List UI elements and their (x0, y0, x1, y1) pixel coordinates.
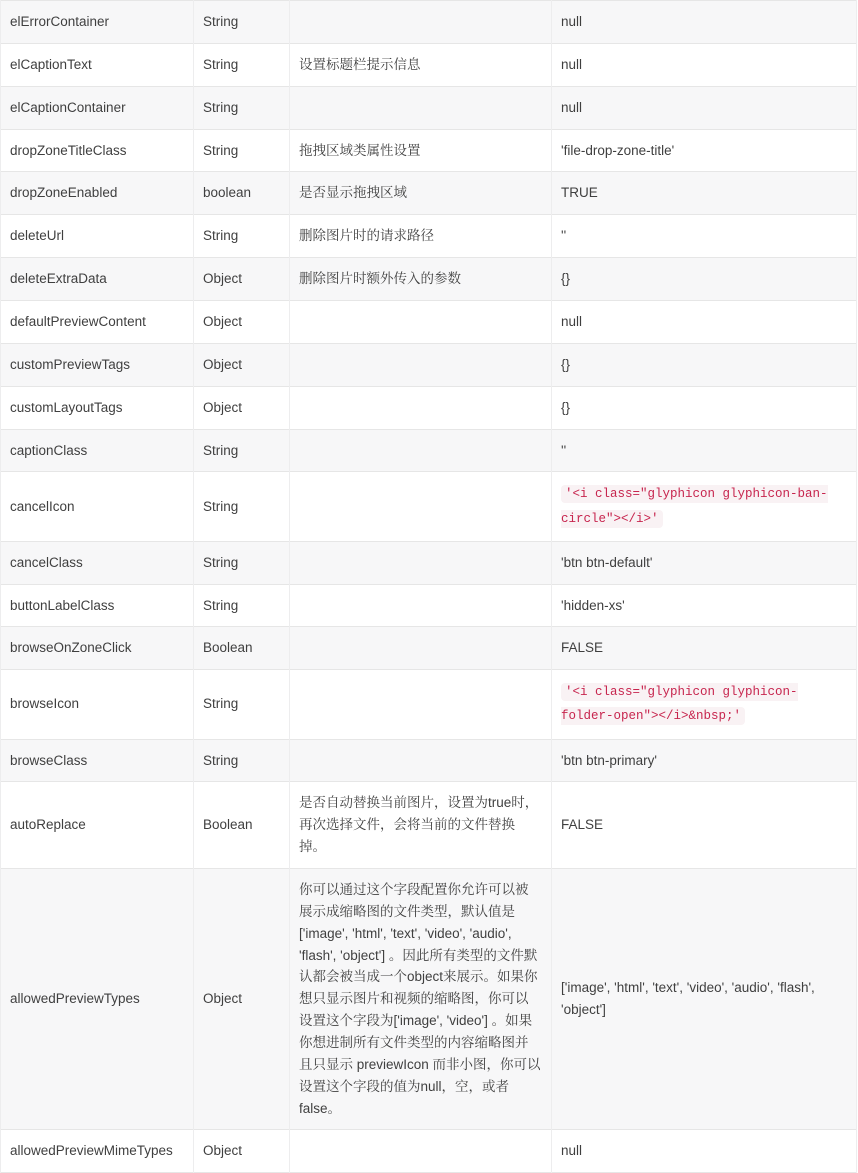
option-name-cell: customPreviewTags (1, 343, 194, 386)
option-value-cell: {} (552, 258, 857, 301)
table-row (1, 627, 857, 670)
option-description-cell (290, 258, 552, 301)
option-type-cell: Object (194, 1130, 290, 1173)
option-description-cell (290, 343, 552, 386)
option-description-text: 设置标题栏提示信息 (299, 56, 421, 72)
table-row (1, 1130, 857, 1173)
option-description-cell (290, 541, 552, 584)
option-type-cell: Boolean (194, 782, 290, 869)
table-row (1, 129, 857, 172)
option-type-cell: boolean (194, 172, 290, 215)
option-type-cell: String (194, 670, 290, 739)
option-value-cell: {} (552, 343, 857, 386)
table-row (1, 782, 857, 869)
option-value-cell: null (552, 43, 857, 86)
option-name-cell: deleteUrl (1, 215, 194, 258)
option-description-text: 是否自动替换当前图片，设置为true时，再次选择文件，会将当前的文件替换掉。 (299, 795, 539, 855)
option-name-cell: allowedPreviewTypes (1, 868, 194, 1129)
table-row (1, 541, 857, 584)
option-description-cell (290, 215, 552, 258)
option-value-cell: FALSE (552, 782, 857, 869)
option-description-cell (290, 1, 552, 44)
option-name-cell: dropZoneTitleClass (1, 129, 194, 172)
option-type-cell: String (194, 43, 290, 86)
table-row (1, 172, 857, 215)
option-type-cell: String (194, 215, 290, 258)
option-name-cell: defaultPreviewContent (1, 301, 194, 344)
option-name-cell: dropZoneEnabled (1, 172, 194, 215)
option-description-cell (290, 782, 552, 869)
table-row (1, 301, 857, 344)
option-type-cell: String (194, 739, 290, 782)
option-name-cell: elCaptionText (1, 43, 194, 86)
option-value-cell: '' (552, 215, 857, 258)
option-description-cell (290, 43, 552, 86)
option-value-cell: '' (552, 429, 857, 472)
option-name-cell: captionClass (1, 429, 194, 472)
table-row (1, 429, 857, 472)
option-description-text: 删除图片时的请求路径 (299, 228, 434, 244)
option-value-cell: null (552, 301, 857, 344)
option-description-cell (290, 472, 552, 541)
option-description-cell (290, 129, 552, 172)
option-type-cell: Object (194, 301, 290, 344)
table-row (1, 43, 857, 86)
option-type-cell: String (194, 86, 290, 129)
option-type-cell: String (194, 1, 290, 44)
option-type-cell: Object (194, 386, 290, 429)
option-value-cell: TRUE (552, 172, 857, 215)
option-value-cell: {} (552, 386, 857, 429)
option-type-cell: String (194, 429, 290, 472)
option-name-cell: cancelClass (1, 541, 194, 584)
option-description-cell (290, 1130, 552, 1173)
option-value-cell (552, 670, 857, 739)
table-row (1, 215, 857, 258)
option-name-cell: elCaptionContainer (1, 86, 194, 129)
option-description-cell (290, 86, 552, 129)
option-value-cell: null (552, 1130, 857, 1173)
option-type-cell: String (194, 584, 290, 627)
option-value-cell: 'hidden-xs' (552, 584, 857, 627)
option-name-cell: cancelIcon (1, 472, 194, 541)
option-description-cell (290, 670, 552, 739)
option-name-cell: buttonLabelClass (1, 584, 194, 627)
option-value-cell: null (552, 86, 857, 129)
table-row (1, 343, 857, 386)
option-value-cell (552, 472, 857, 541)
table-row (1, 584, 857, 627)
option-name-cell: browseIcon (1, 670, 194, 739)
option-description-text: 你可以通过这个字段配置你允许可以被展示成缩略图的文件类型，默认值是['image', 'html', 'text', 'video', 'audio', 'flash', 'object'] 。因此所有类型的文件默认都会被当成一个object来展示。如果你想只显示图片和视频的缩略图，你可以设置这个字段为['image', 'video'] 。如果你想进制所有文件类型的内容缩略图并且只显示 previewIcon 而非小图，你可以设置这个字段的值为null，空，或者false。 (299, 881, 541, 1116)
option-value-cell: 'btn btn-primary' (552, 739, 857, 782)
option-description-cell (290, 301, 552, 344)
option-description-cell (290, 429, 552, 472)
option-type-cell: Boolean (194, 627, 290, 670)
option-value-cell: 'file-drop-zone-title' (552, 129, 857, 172)
option-description-cell (290, 627, 552, 670)
table-row (1, 386, 857, 429)
option-value-code: '<i class="glyphicon glyphicon-ban-circle"></i>' (561, 487, 828, 526)
option-type-cell: String (194, 472, 290, 541)
option-type-cell: Object (194, 258, 290, 301)
table-row (1, 670, 857, 739)
option-type-cell: Object (194, 343, 290, 386)
option-description-cell (290, 584, 552, 627)
option-description-cell (290, 386, 552, 429)
option-value-cell: FALSE (552, 627, 857, 670)
option-description-cell (290, 172, 552, 215)
option-value-code: '<i class="glyphicon glyphicon-folder-open"></i>&nbsp;' (561, 685, 798, 724)
option-description-text: 拖拽区域类属性设置 (299, 142, 421, 158)
option-name-cell: deleteExtraData (1, 258, 194, 301)
option-name-cell: allowedPreviewMimeTypes (1, 1130, 194, 1173)
table-row (1, 1, 857, 44)
option-description-text: 是否显示拖拽区域 (299, 185, 407, 201)
option-description-cell (290, 739, 552, 782)
option-type-cell: Object (194, 868, 290, 1129)
option-name-cell: autoReplace (1, 782, 194, 869)
table-row (1, 86, 857, 129)
table-row (1, 739, 857, 782)
option-value-cell: 'btn btn-default' (552, 541, 857, 584)
option-type-cell: String (194, 541, 290, 584)
option-name-cell: elErrorContainer (1, 1, 194, 44)
option-value-cell: null (552, 1, 857, 44)
table-body (1, 1, 857, 1173)
option-description-text: 删除图片时额外传入的参数 (299, 271, 461, 287)
option-type-cell: String (194, 129, 290, 172)
option-value-cell: ['image', 'html', 'text', 'video', 'audio', 'flash', 'object'] (552, 868, 857, 1129)
option-name-cell: browseOnZoneClick (1, 627, 194, 670)
option-name-cell: browseClass (1, 739, 194, 782)
table-row (1, 258, 857, 301)
option-name-cell: customLayoutTags (1, 386, 194, 429)
table-row (1, 472, 857, 541)
